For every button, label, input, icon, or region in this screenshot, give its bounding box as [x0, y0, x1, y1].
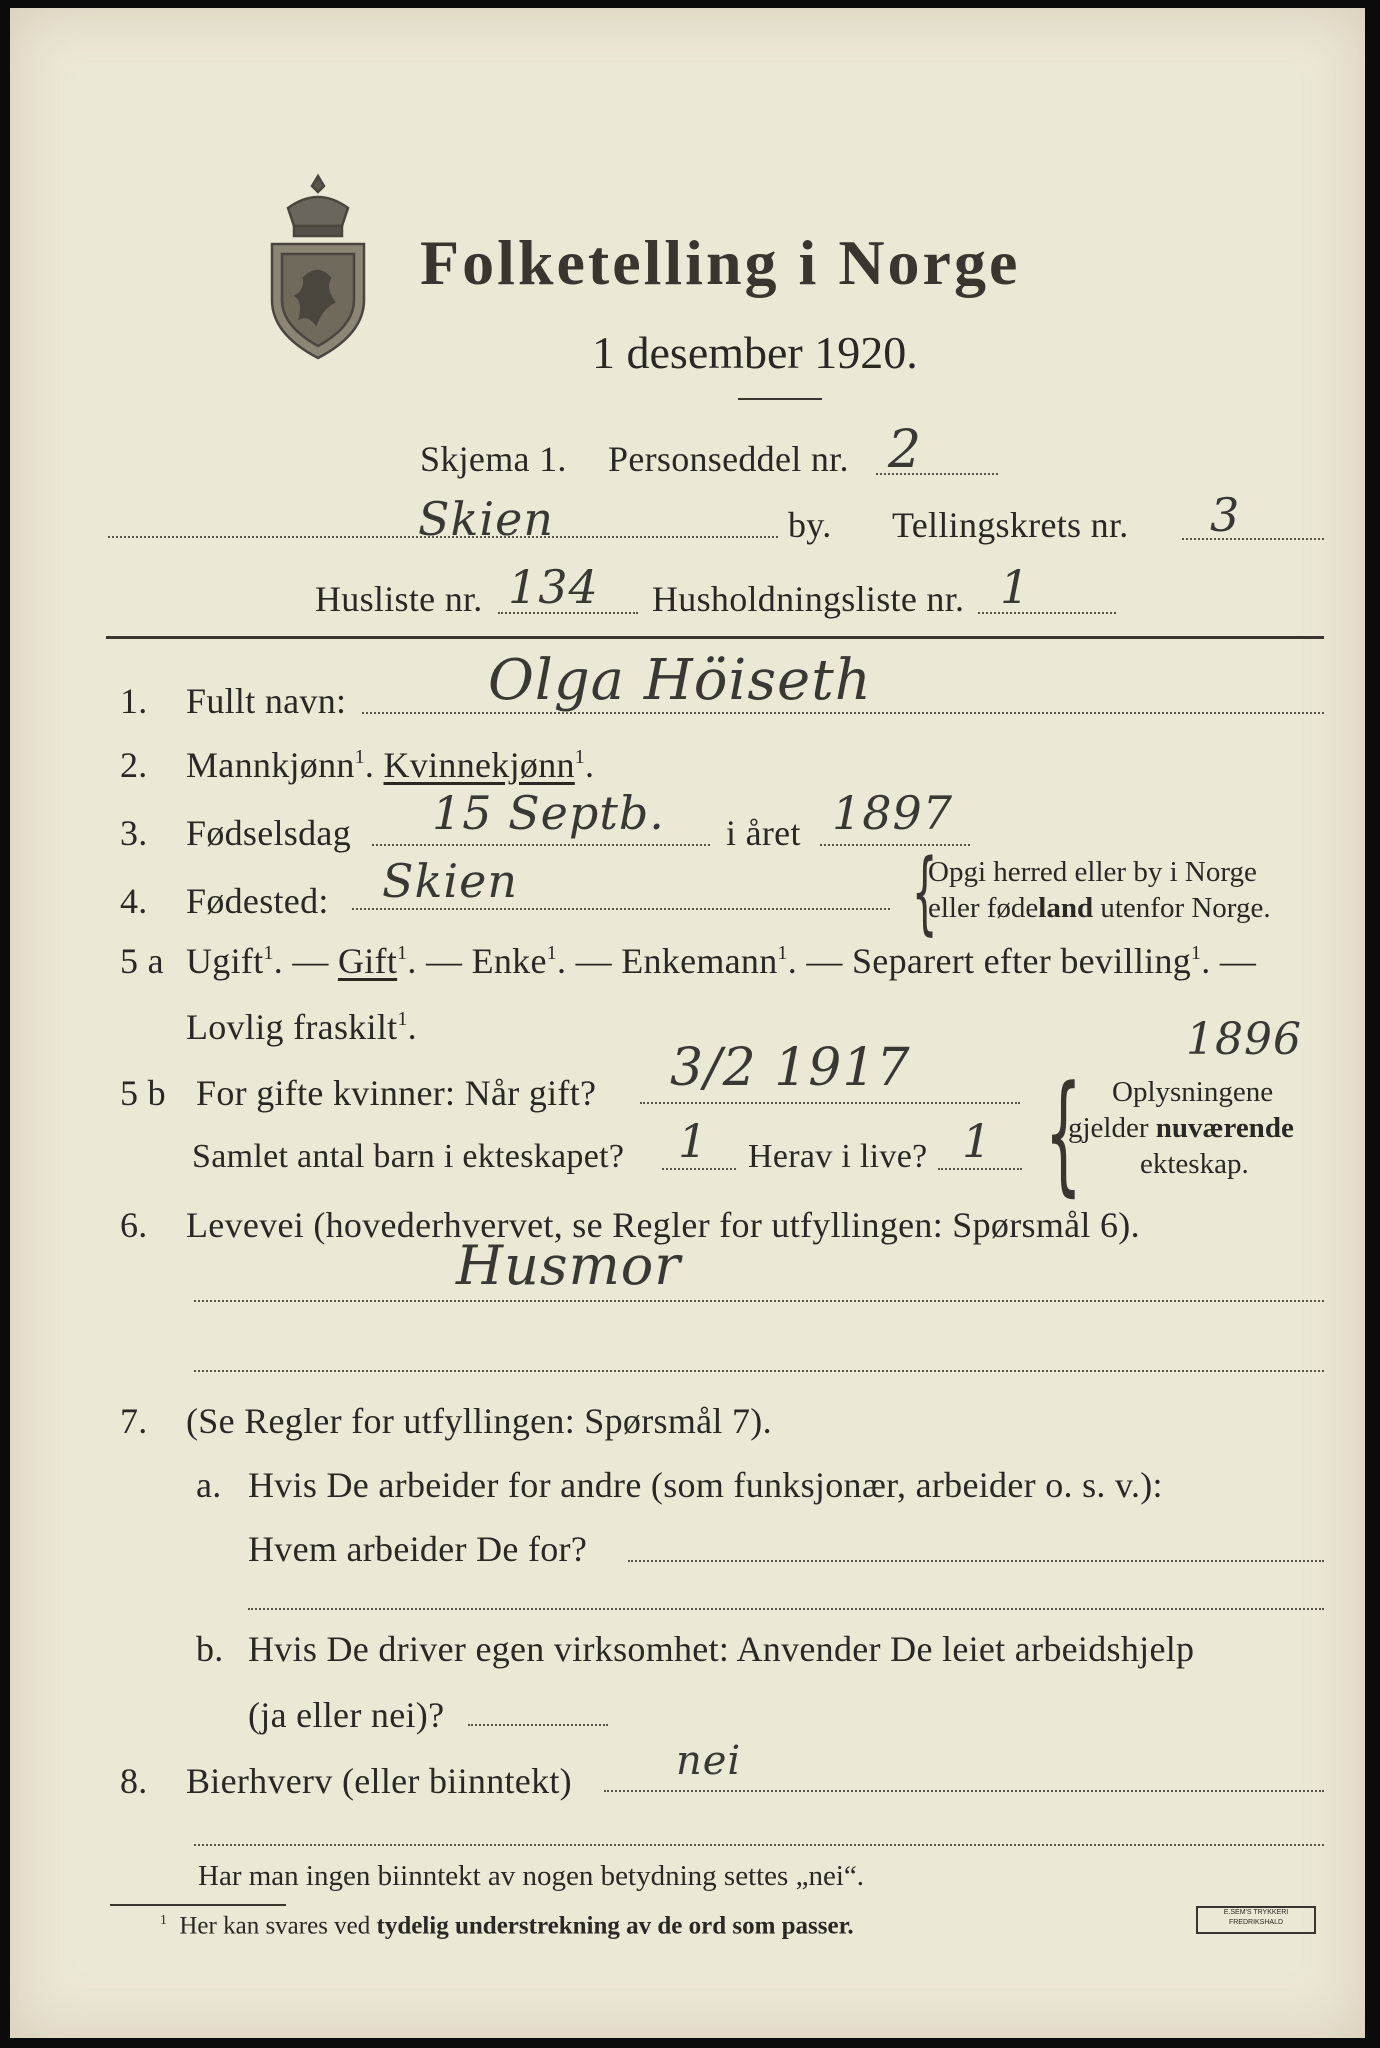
option-ugift: Ugift [186, 941, 264, 981]
live-value: 1 [962, 1114, 993, 1168]
coat-of-arms-icon [258, 168, 378, 368]
q7-number: 7. [120, 1401, 148, 1441]
live-field [938, 1168, 1022, 1170]
q7-label: (Se Regler for utfyllingen: Spørsmål 7). [186, 1401, 772, 1441]
personseddel-label: Personseddel nr. [608, 439, 849, 479]
q5b-note-line1: Oplysningene [1112, 1076, 1274, 1108]
husliste-value: 134 [508, 560, 599, 614]
q7b-text: Hvis De driver egen virksomhet: Anvender De leiet arbeidshjelp [248, 1629, 1195, 1669]
header-rule [106, 636, 1324, 639]
q4-field [352, 908, 890, 910]
option-gift: Gift [337, 941, 398, 981]
q3-year-value: 1897 [832, 786, 954, 840]
q8-value: nei [676, 1738, 742, 1784]
q5b-number: 5 b [120, 1073, 166, 1113]
hushold-label: Husholdningsliste nr. [652, 579, 965, 619]
q3-label: Fødselsdag [186, 813, 351, 853]
personseddel-value: 2 [888, 420, 923, 480]
q3-year-label: i året [726, 813, 801, 853]
q1-label: Fullt navn: [186, 681, 347, 721]
husliste-label: Husliste nr. [315, 579, 483, 619]
q4-note-line1: Opgi herred eller by i Norge [928, 856, 1257, 888]
q6-label: Levevei (hovederhvervet, se Regler for utfyllingen: Spørsmål 6). [186, 1205, 1140, 1245]
q4-number: 4. [120, 881, 148, 921]
q6-number: 6. [120, 1205, 148, 1245]
q8-label: Bierhverv (eller biinntekt) [186, 1761, 572, 1801]
q6-field-2 [194, 1370, 1324, 1372]
q2-number: 2. [120, 745, 148, 785]
census-date: 1 desember 1920. [592, 327, 918, 378]
option-enke: Enke [471, 941, 547, 981]
q3-day-value: 15 Septb. [432, 786, 665, 840]
option-fraskilt: Lovlig fraskilt$^1$. [186, 1007, 417, 1047]
hushold-field [978, 612, 1116, 614]
census-form [10, 8, 1365, 2038]
form-title: Folketelling i Norge [420, 227, 1021, 298]
q2-options: Mannkjønn$^1$. Kvinnekjønn$^1$. [186, 745, 595, 785]
q5b-brace: { [1044, 1057, 1082, 1209]
q7b-letter: b. [196, 1629, 224, 1669]
margin-note-1896: 1896 [1186, 1014, 1302, 1065]
q4-brace: { [911, 840, 938, 945]
by-label: by. [788, 505, 832, 545]
q5a-number: 5 a [120, 941, 164, 981]
q1-number: 1. [120, 681, 148, 721]
option-enkemann: Enkemann [621, 941, 778, 981]
live-label: Herav i live? [748, 1138, 928, 1175]
footnote-rule [110, 1904, 286, 1906]
city-value: Skien [418, 492, 554, 546]
barn-value: 1 [678, 1114, 709, 1168]
option-separert: Separert efter bevilling [851, 941, 1192, 981]
q7a-letter: a. [196, 1465, 222, 1505]
krets-value: 3 [1210, 488, 1241, 542]
krets-field [1182, 538, 1324, 540]
barn-label: Samlet antal barn i ekteskapet? [192, 1138, 625, 1175]
q7a-field-1 [628, 1560, 1324, 1562]
q8-field-1 [604, 1790, 1324, 1792]
q6-value: Husmor [456, 1234, 682, 1297]
title-divider [738, 398, 822, 400]
krets-label: Tellingskrets nr. [892, 505, 1129, 545]
q3-number: 3. [120, 813, 148, 853]
q7a-text: Hvis De arbeider for andre (som funksjonær, arbeider o. s. v.): [248, 1465, 1163, 1505]
q5a-options: Ugift$^1$. — Gift$^1$. — Enke$^1$. — Enkemann$^1$. — Separert efter bevilling$^1$. — [186, 941, 1257, 981]
schema-label: Skjema 1. [420, 439, 567, 479]
q4-value: Skien [382, 854, 518, 908]
option-mannkjonn: Mannkjønn [186, 745, 355, 785]
q1-value: Olga Höiseth [488, 648, 872, 713]
q6-field-1 [194, 1300, 1324, 1302]
q3-day-field [372, 844, 710, 846]
hushold-value: 1 [1000, 560, 1031, 614]
q8-field-2 [194, 1844, 1324, 1846]
q4-label: Fødested: [186, 881, 329, 921]
q5b-note-line3: ekteskap. [1140, 1148, 1249, 1180]
q7a-question: Hvem arbeider De for? [248, 1529, 588, 1569]
q8-number: 8. [120, 1761, 148, 1801]
q5b-note-line2: gjelder nuværende [1068, 1112, 1294, 1144]
q5b-label: For gifte kvinner: Når gift? [196, 1073, 597, 1113]
footnote: $^1$ Her kan svares ved tydelig understrekning av de ord som passer. [160, 1912, 854, 1940]
nei-note: Har man ingen biinntekt av nogen betydning settes „nei“. [198, 1860, 865, 1892]
q5b-value: 3/2 1917 [670, 1038, 911, 1098]
printer-mark: E.SEM'S TRYKKERI FREDRIKSHALD [1196, 1906, 1316, 1934]
q3-year-field [820, 844, 970, 846]
q4-note-line2: eller fødeland utenfor Norge. [928, 892, 1271, 924]
q7a-field-2 [248, 1608, 1324, 1610]
barn-field [662, 1168, 736, 1170]
q5b-field [640, 1102, 1020, 1104]
q7b-field [468, 1724, 608, 1726]
option-kvinnekjonn: Kvinnekjønn [383, 745, 575, 785]
q7b-question: (ja eller nei)? [248, 1695, 445, 1735]
